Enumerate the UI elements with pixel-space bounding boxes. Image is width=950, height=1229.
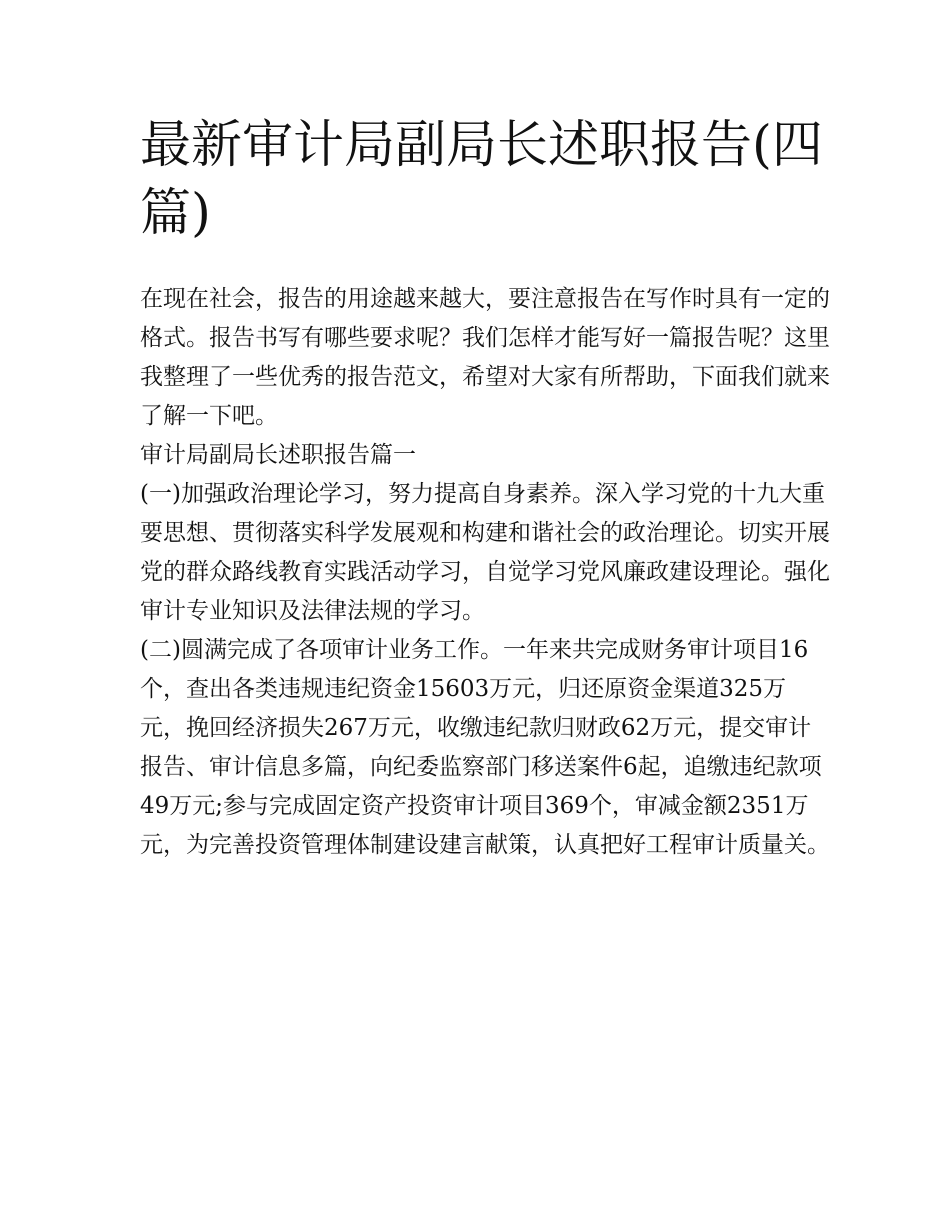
intro-paragraph: 在现在社会，报告的用途越来越大，要注意报告在写作时具有一定的格式。报告书写有哪些要求呢？我们怎样才能写好一篇报告呢？这里我整理了一些优秀的报告范文，希望对大家有所帮助，下面我们就来了解一下吧。 <box>140 286 830 429</box>
document-body <box>140 280 830 865</box>
section-heading: 审计局副局长述职报告篇一 <box>140 442 416 468</box>
body-paragraph-2: (二)圆满完成了各项审计业务工作。一年来共完成财务审计项目16个，查出各类违规违纪资金15603万元，归还原资金渠道325万元，挽回经济损失267万元，收缴违纪款归财政62万元，提交审计报告、审计信息多篇，向纪委监察部门移送案件6起，追缴违纪款项49万元;参与完成固定资产投资审计项目369个，审减金额2351万元，为完善投资管理体制建设建言献策，认真把好工程审计质量关。 <box>140 637 830 858</box>
body-paragraph-1: (一)加强政治理论学习，努力提高自身素养。深入学习党的十九大重要思想、贯彻落实科学发展观和构建和谐社会的政治理论。切实开展党的群众路线教育实践活动学习，自觉学习党风廉政建设理论。强化审计专业知识及法律法规的学习。 <box>140 481 830 624</box>
document-title: 最新审计局副局长述职报告(四篇) <box>140 116 823 243</box>
